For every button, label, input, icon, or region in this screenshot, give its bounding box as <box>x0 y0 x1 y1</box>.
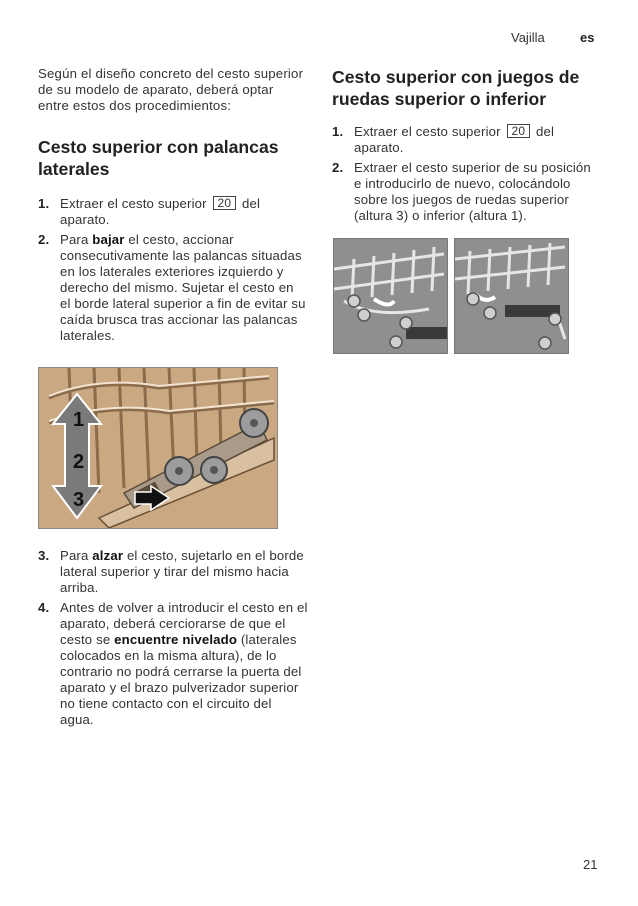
intro-paragraph: Según el diseño concreto del cesto superior de su modelo de aparato, deberá optar entre estos dos procedimientos: <box>38 66 304 113</box>
heading-lateral-levers: Cesto superior con palancas laterales <box>38 137 279 179</box>
step-3-left <box>38 548 308 596</box>
step-text: (laterales colocados en la misma altura), de lo contrario no podrá cerrarse la puerta del aparato y el brazo pulverizador superior no tiene contacto con el circuito del agua. <box>60 632 302 727</box>
step-number: 2. <box>38 232 50 247</box>
step-number: 1. <box>332 124 344 139</box>
page-number: 21 <box>583 857 598 872</box>
basket-lever-drawing <box>39 368 277 528</box>
photo-wheels-upper <box>333 238 448 354</box>
left-column <box>38 66 308 348</box>
step-2-right <box>332 160 602 224</box>
wheel-set-photo-lower <box>455 239 568 353</box>
reference-number-box: 20 <box>507 124 531 138</box>
step-1-left <box>38 196 308 228</box>
header-language-code: es <box>580 30 595 45</box>
step-emphasis: alzar <box>92 548 124 563</box>
step-text: Extraer el cesto superior <box>354 124 501 139</box>
step-emphasis: bajar <box>92 232 125 247</box>
illustration-basket-levers <box>38 367 278 529</box>
step-text: del aparato. <box>60 196 261 227</box>
step-text: Extraer el cesto superior <box>60 196 207 211</box>
step-text: Extraer el cesto superior de su posición e introducirlo de nuevo, colocándolo sobre los juegos de ruedas superior (altura 3) o inferior (altura 1). <box>354 160 591 223</box>
step-number: 3. <box>38 548 50 563</box>
steps-list-a <box>38 196 308 344</box>
step-1-right <box>332 124 602 156</box>
photo-wheels-lower <box>454 238 569 354</box>
step-text: Para <box>60 548 89 563</box>
header-section-title: Vajilla <box>511 30 545 45</box>
step-text: del aparato. <box>354 124 555 155</box>
step-number: 4. <box>38 600 50 615</box>
step-text: el cesto, sujetarlo en el borde lateral superior y tirar del mismo hacia arriba. <box>60 548 304 595</box>
step-text: Antes de volver a introducir el cesto en el aparato, deberá cerciorarse de que el cesto se <box>60 600 308 647</box>
reference-number-box: 20 <box>213 196 237 210</box>
right-column <box>332 66 602 228</box>
step-number: 1. <box>38 196 50 211</box>
level-label-2: 2 <box>73 451 85 473</box>
steps-list-right <box>332 124 602 224</box>
steps-list-b <box>38 548 308 732</box>
step-emphasis: encuentre nivelado <box>114 632 238 647</box>
wheel-set-photo-upper <box>334 239 447 353</box>
step-2-left <box>38 232 308 344</box>
level-label-1: 1 <box>73 409 85 431</box>
step-text: Para <box>60 232 89 247</box>
step-4-left <box>38 600 308 728</box>
step-number: 2. <box>332 160 344 175</box>
level-label-3: 3 <box>73 489 85 511</box>
heading-wheel-sets: Cesto superior con juegos de ruedas superior o inferior <box>332 67 580 109</box>
step-text: el cesto, accionar consecutivamente las palancas situadas en los laterales exteriores izquierdo y derecho del mismo. Sujetar el cesto en el borde lateral superior a fin de evitar su caída brusca tras accionar las palancas laterales. <box>60 232 306 343</box>
